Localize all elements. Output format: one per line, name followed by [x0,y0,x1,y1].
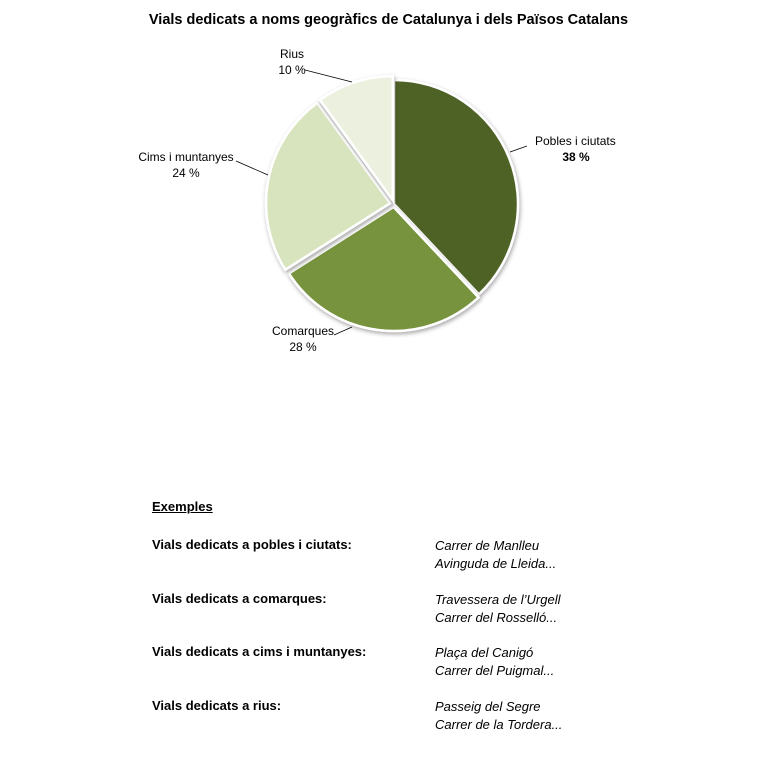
example-category: Vials dedicats a cims i muntanyes: [152,644,367,659]
example-street: Carrer de Manlleu [435,538,540,553]
example-category: Vials dedicats a comarques: [152,591,327,606]
slice-value: 10 % [278,63,306,77]
slice-label: Comarques [272,324,335,338]
example-street: Travessera de l’Urgell [435,592,561,607]
examples-heading: Exemples [152,499,213,514]
slice-value: 38 % [562,150,590,164]
slice-value: 24 % [172,166,200,180]
example-row-comarques [152,591,752,631]
slice-label: Pobles i ciutats [535,134,616,148]
slice-value: 28 % [289,340,317,354]
example-street: Plaça del Canigó [435,645,534,660]
slice-label: Cims i muntanyes [138,150,234,164]
slice-label: Rius [279,47,305,61]
example-category: Vials dedicats a pobles i ciutats: [152,537,352,552]
example-streets [435,644,554,680]
leader-line [305,70,352,82]
example-street: Carrer del Rosselló... [435,610,558,625]
example-streets [435,537,556,573]
example-row-pobles [152,537,752,577]
example-street: Carrer de la Tordera... [435,717,563,732]
leader-line [334,327,352,335]
leader-line [236,161,268,175]
example-row-cims [152,644,752,684]
example-category: Vials dedicats a rius: [152,698,282,713]
chart-title: Vials dedicats a noms geogràfics de Catalunya i dels Països Catalans [148,12,629,28]
example-streets [435,698,562,734]
example-row-rius [152,698,752,738]
example-street: Carrer del Puigmal... [435,663,555,678]
example-street: Avinguda de Lleida... [435,556,557,571]
leader-line [510,146,527,152]
example-streets [435,591,560,627]
example-street: Passeig del Segre [435,699,541,714]
